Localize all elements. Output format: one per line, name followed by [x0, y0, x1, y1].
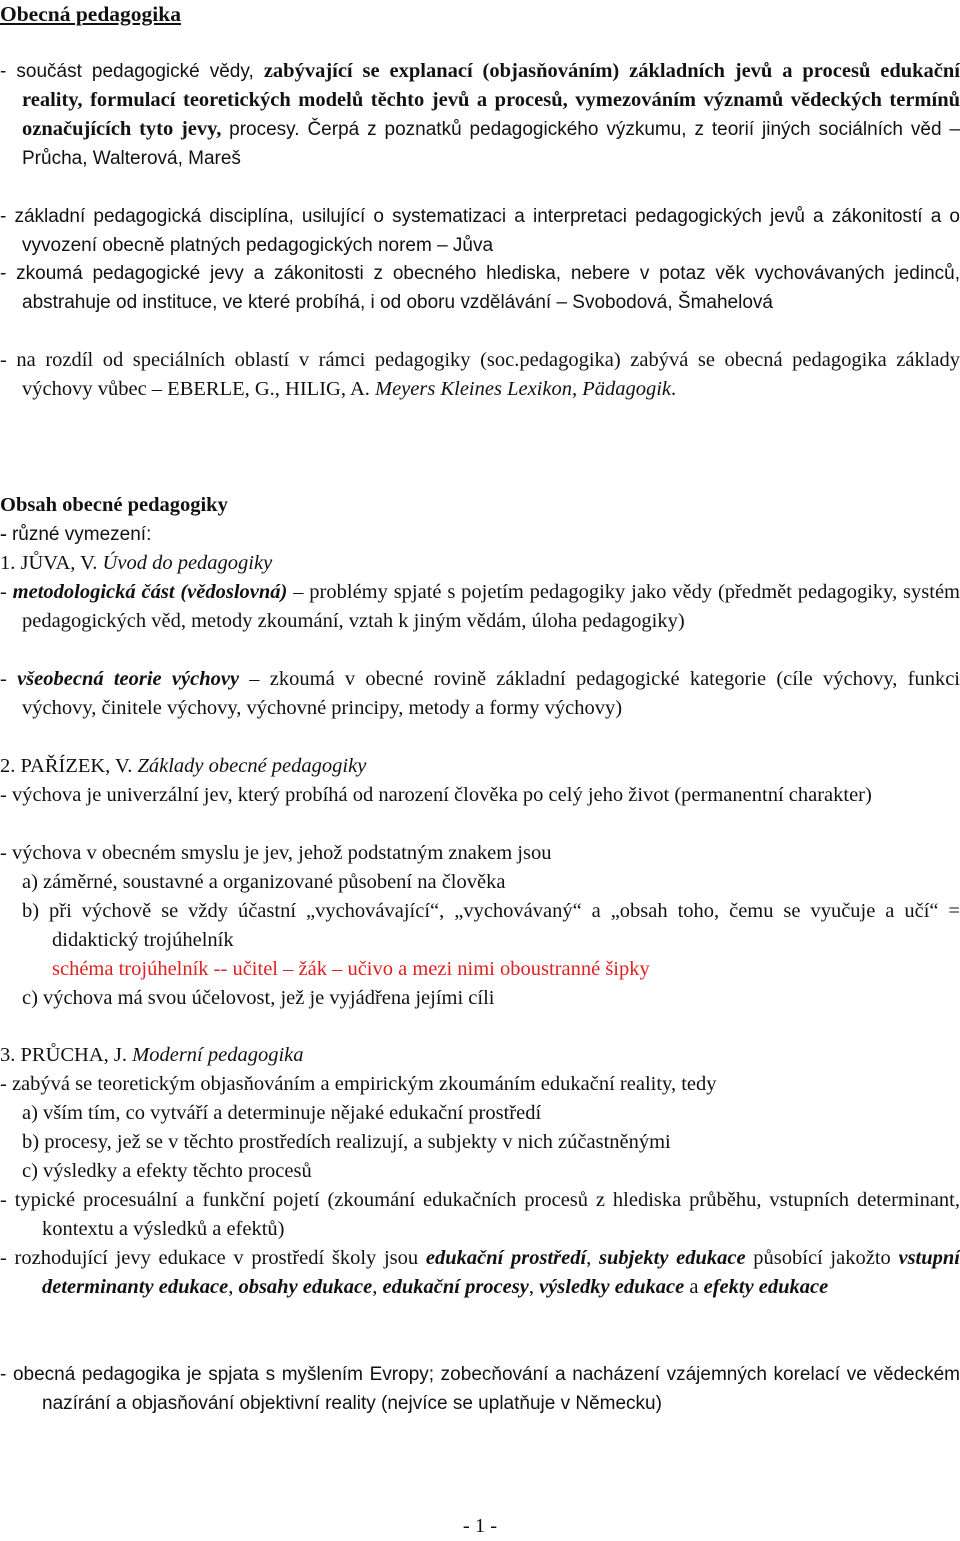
source-2-point-a: a) záměrné, soustavné a organizované působení na člověka	[22, 871, 506, 893]
intro-paragraph-3: - zkoumá pedagogické jevy a zákonitosti z obecného hlediska, nebere v potaz věk vychovávaných jedinců, abstrahuje od instituce, ve které probíhá, i od oboru vzdělávání – Svobodová, Šmahelová	[0, 263, 960, 313]
source-3-point-b: b) procesy, jež se v těchto prostředích realizují, a subjekty v nich zúčastněnými	[22, 1131, 671, 1153]
source-3-item-3: - rozhodující jevy edukace v prostředí školy jsou edukační prostředí, subjekty edukace působící jakožto vstupní determinanty edukace, obsahy edukace, edukační procesy, výsledky edukace a efekty edukace	[0, 1247, 960, 1298]
source-2-heading: 2. PAŘÍZEK, V. Základy obecné pedagogiky	[0, 755, 367, 777]
source-1-heading: 1. JŮVA, V. Úvod do pedagogiky	[0, 552, 273, 574]
final-paragraph: - obecná pedagogika je spjata s myšlením Evropy; zobecňování a nacházení vzájemných korelací ve vědeckém nazírání a objasňování objektivní reality (nejvíce se uplatňuje v Německu)	[0, 1364, 960, 1414]
page-title: Obecná pedagogika	[0, 2, 181, 26]
section-heading: Obsah obecné pedagogiky	[0, 494, 228, 516]
source-3-heading: 3. PRŮCHA, J. Moderní pedagogika	[0, 1044, 304, 1066]
intro-p1-rest: procesy. Čerpá z poznatků pedagogického výzkumu, z teorií jiných sociálních věd – Průcha, Walterová, Mareš	[22, 119, 960, 169]
source-2-red-note: schéma trojúhelník -- učitel – žák – učivo a mezi nimi oboustranné šipky	[52, 958, 650, 980]
source-2-point-c: c) výchova má svou účelovost, jež je vyjádřena jejími cíli	[22, 987, 495, 1009]
source-3-item-1: - zabývá se teoretickým objasňováním a empirickým zkoumáním edukační reality, tedy	[0, 1073, 717, 1095]
intro-p1-lead: - součást pedagogické vědy,	[0, 61, 264, 82]
intro-paragraph-1	[0, 57, 960, 173]
source-1-item-1: - metodologická část (vědoslovná) – problémy spjaté s pojetím pedagogiky jako vědy (předmět pedagogiky, systém pedagogických věd, metody zkoumání, vztah k jiným vědám, úloha pedagogiky)	[0, 581, 960, 632]
source-2-point-b: b) při výchově se vždy účastní „vychovávající“, „vychovávaný“ a „obsah toho, čemu se vyučuje a učí“ = didaktický trojúhelník	[22, 900, 960, 951]
source-3-point-a: a) vším tím, co vytváří a determinuje nějaké edukační prostředí	[22, 1102, 542, 1124]
source-2-item-2: - výchova v obecném smyslu je jev, jehož podstatným znakem jsou	[0, 842, 552, 864]
source-3-point-c: c) výsledky a efekty těchto procesů	[22, 1160, 312, 1182]
section-subheading: - různé vymezení:	[0, 523, 152, 545]
intro-p4-book: Meyers Kleines Lexikon, Pädagogik	[375, 378, 672, 400]
intro-p4-end: .	[671, 378, 677, 400]
source-3-item-2: - typické procesuální a funkční pojetí (zkoumání edukačních procesů z hlediska průběhu, vstupních determinant, kontextu a výsledků a efektů)	[0, 1189, 960, 1240]
intro-p4-text: - na rozdíl od speciálních oblastí v rámci pedagogiky (soc.pedagogika) zabývá se obecná pedagogika základy výchovy vůbec – EBERLE, G., HILIG, A.	[0, 349, 960, 400]
source-2-item-1: - výchova je univerzální jev, který probíhá od narození člověka po celý jeho život (permanentní charakter)	[0, 784, 872, 806]
source-1-item-2: - všeobecná teorie výchovy – zkoumá v obecné rovině základní pedagogické kategorie (cíle výchovy, funkci výchovy, činitele výchovy, výchovné principy, metody a formy výchovy)	[0, 668, 960, 719]
intro-p1-bold: zabývající se explanací (objasňováním) základních jevů a procesů edukační reality, formulací teoretických modelů těchto jevů a procesů, vymezováním významů vědeckých termínů označujících tyto jevy,	[22, 60, 960, 140]
intro-paragraph-4	[0, 346, 960, 404]
page-number: - 1 -	[462, 1515, 498, 1537]
intro-paragraph-2: - základní pedagogická disciplína, usilující o systematizaci a interpretaci pedagogických jevů a zákonitostí a o vyvození obecně platných pedagogických norem – Jůva	[0, 206, 960, 256]
